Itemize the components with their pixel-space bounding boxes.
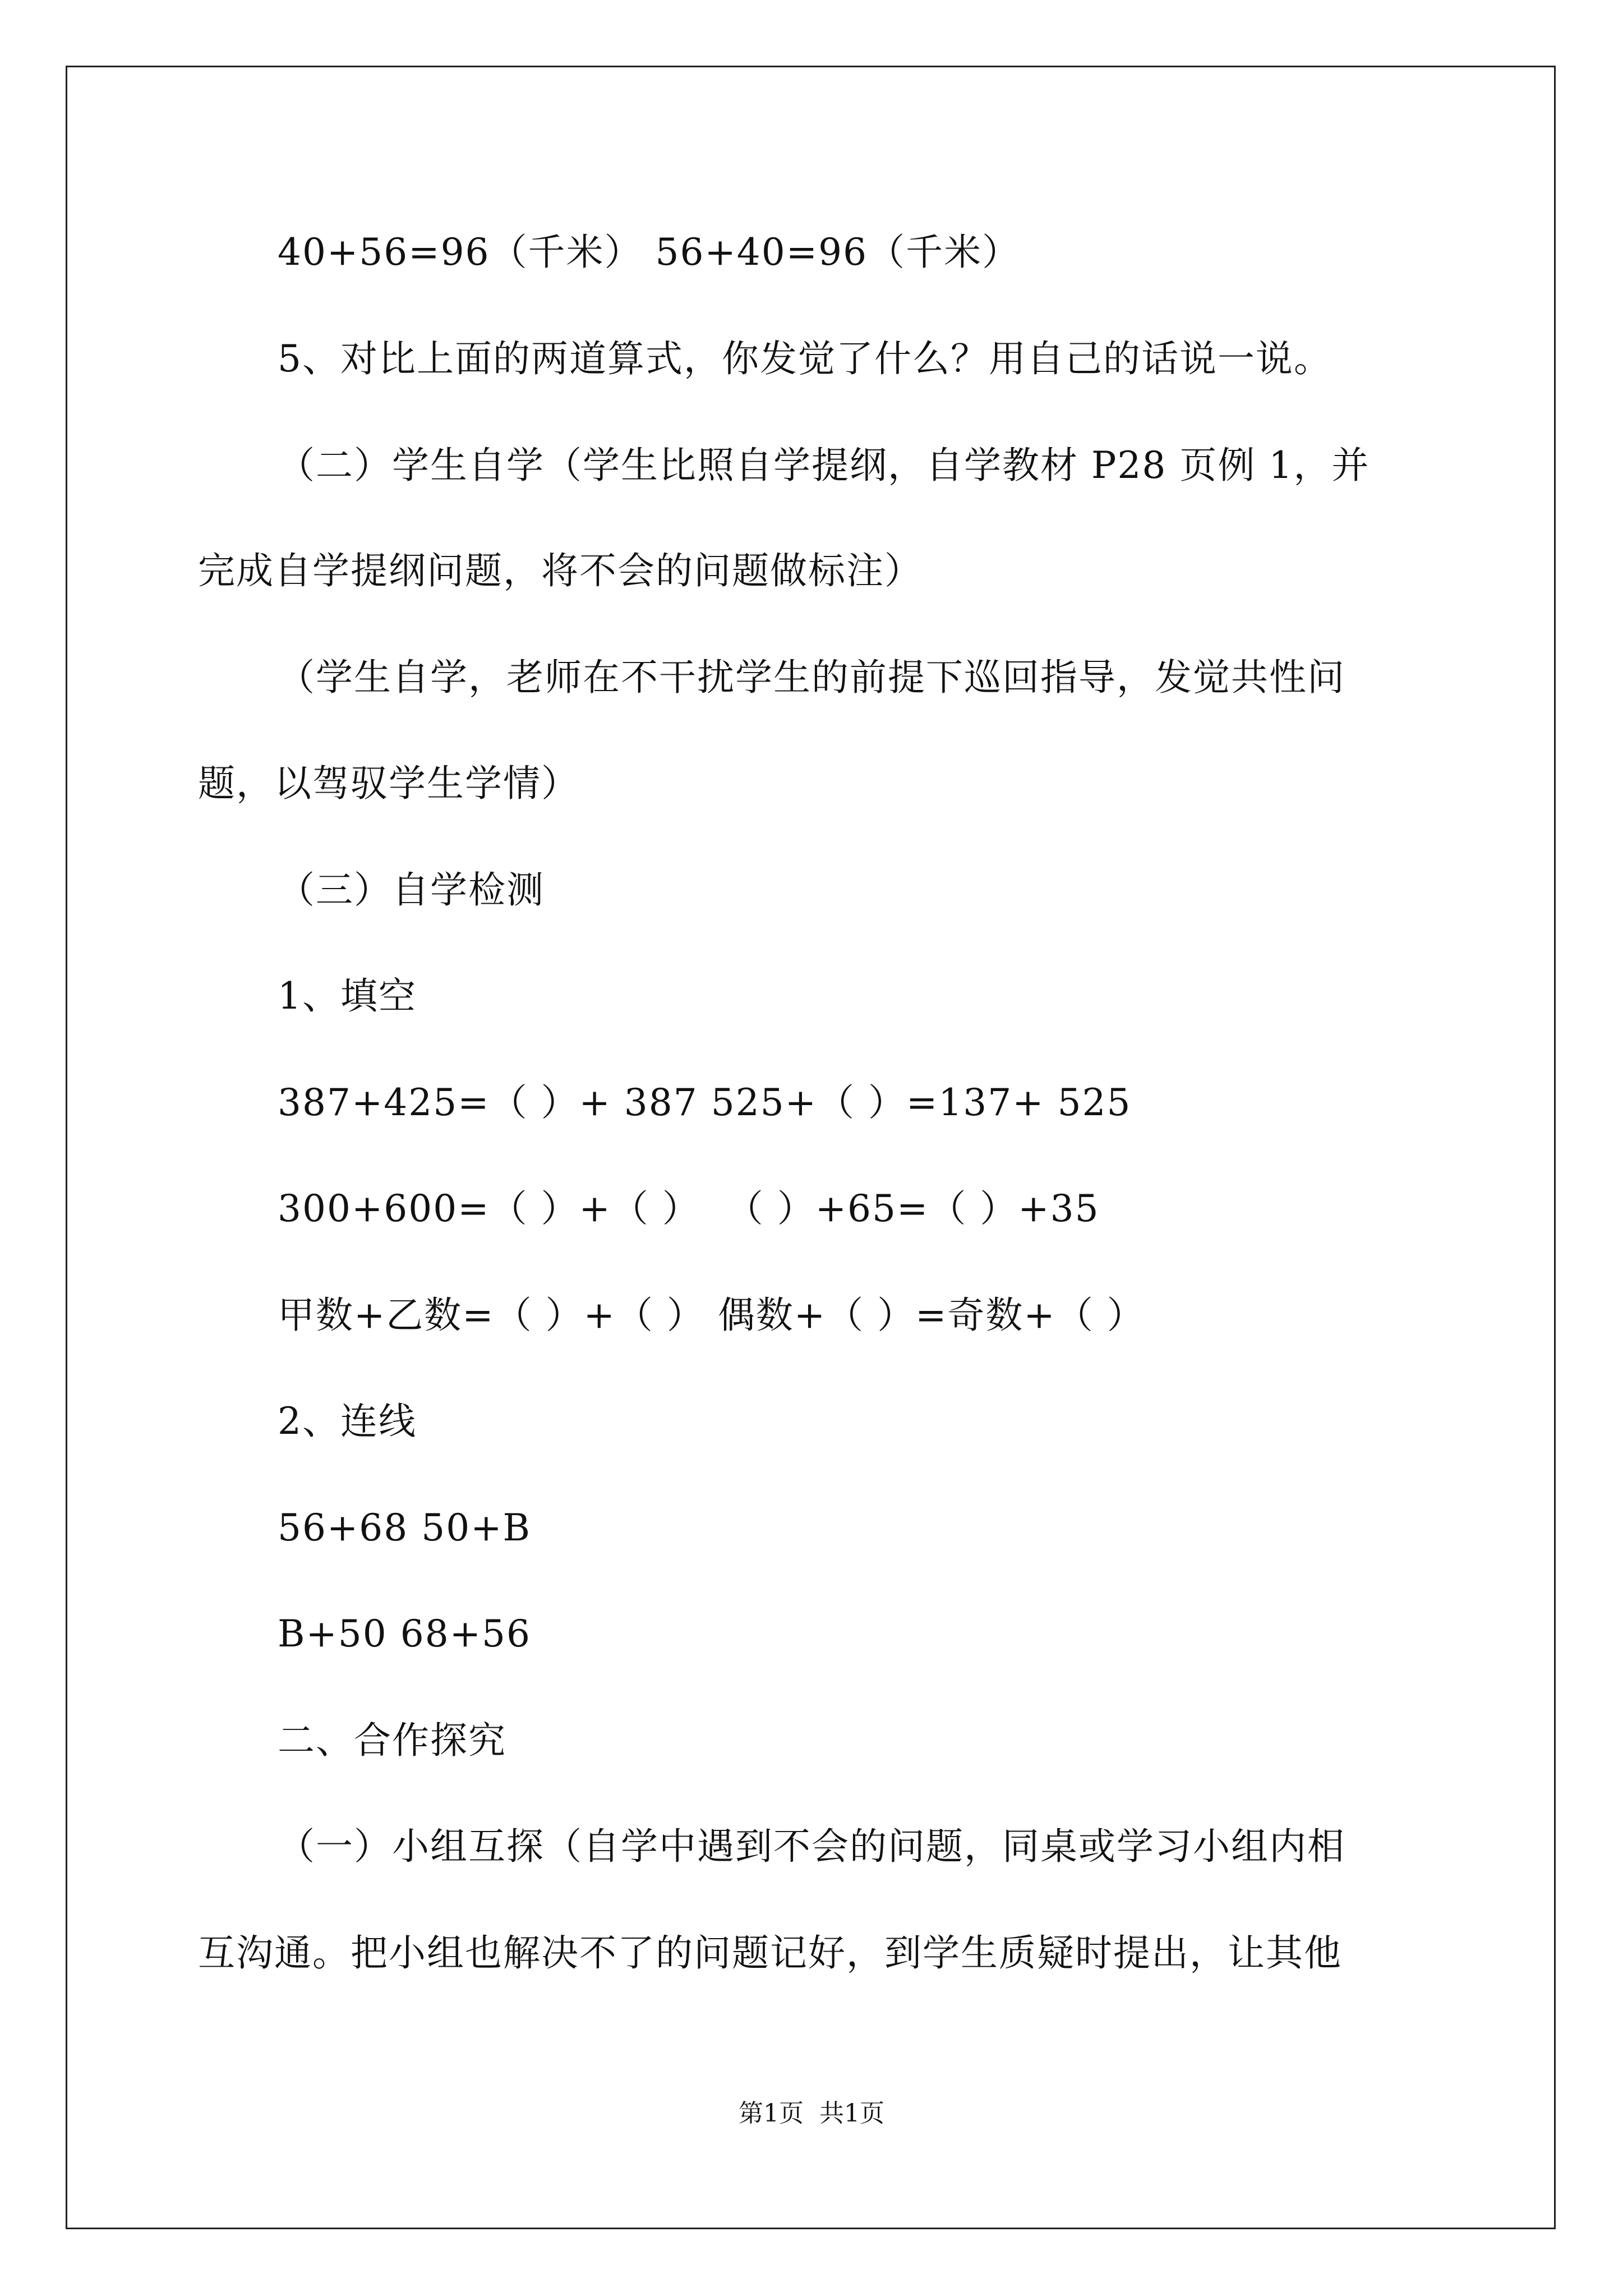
text-line: 二、合作探究 — [278, 1719, 506, 1762]
text-line: 完成自学提纲问题，将不会的问题做标注） — [198, 549, 923, 592]
text-line: 1、填空 — [278, 974, 417, 1018]
text-line: 300+600=（ ）+（ ） （ ）+65=（ ）+35 — [278, 1187, 1100, 1230]
text-line: 甲数+乙数=（ ）+（ ） 偶数+（ ）=奇数+（ ） — [278, 1294, 1145, 1337]
text-line: 56+68 50+B — [278, 1506, 532, 1549]
text-line: 387+425=（ ）+ 387 525+（ ）=137+ 525 — [278, 1081, 1132, 1124]
text-line: B+50 68+56 — [278, 1612, 532, 1655]
text-line: 40+56=96（千米） 56+40=96（千米） — [278, 231, 1021, 274]
page-border — [66, 66, 1556, 2229]
text-line: （一）小组互探（自学中遇到不会的问题，同桌或学习小组内相 — [278, 1825, 1345, 1868]
page-footer: 第1页 共1页 — [739, 2099, 884, 2128]
text-line: （学生自学，老师在不干扰学生的前提下巡回指导，发觉共性问 — [278, 656, 1345, 699]
text-line: 互沟通。把小组也解决不了的问题记好，到学生质疑时提出，让其他 — [198, 1931, 1342, 1975]
text-line: （二）学生自学（学生比照自学提纲，自学教材 P28 页例 1，并 — [278, 444, 1370, 487]
text-line: （三）自学检测 — [278, 868, 545, 912]
text-line: 5、对比上面的两道算式，你发觉了什么？用自己的话说一说。 — [278, 337, 1332, 380]
text-line: 题，以驾驭学生学情） — [198, 762, 579, 805]
text-line: 2、连线 — [278, 1400, 417, 1443]
